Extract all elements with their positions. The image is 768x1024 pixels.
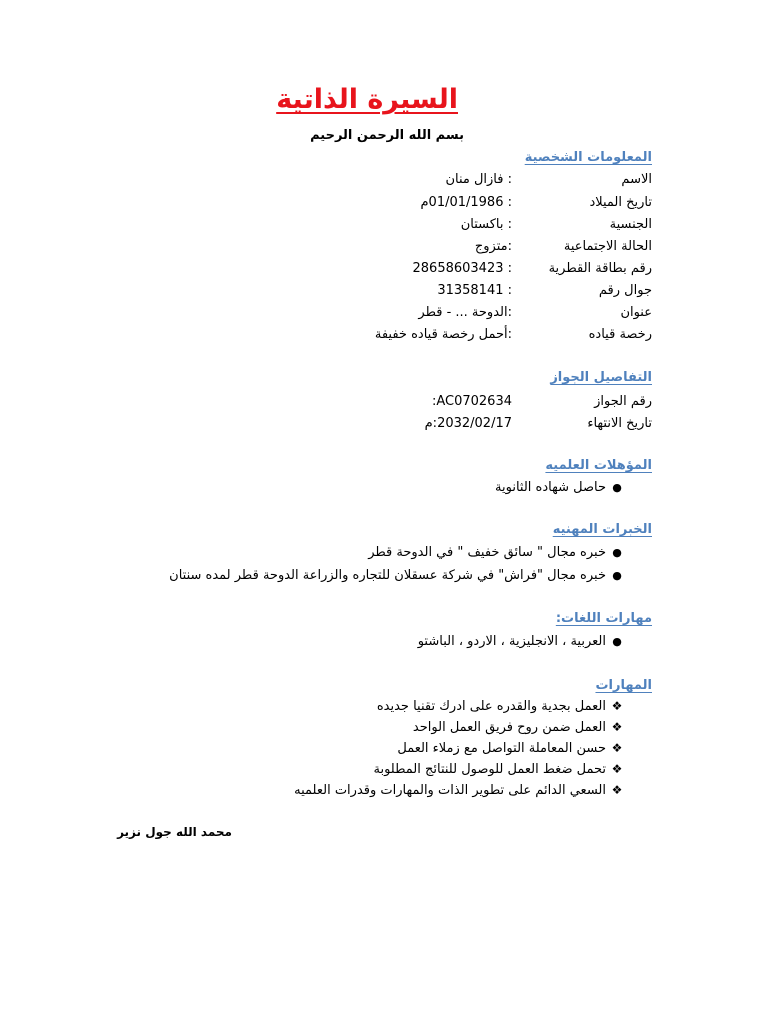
personal-label: تاريخ الميلاد: [589, 195, 652, 210]
bullet-icon: ●: [612, 481, 622, 494]
list-item: ●العربية ، الانجليزية ، الاردو ، الباشتو: [418, 634, 628, 649]
bullet-icon: ●: [612, 546, 622, 559]
diamond-bullet-icon: ❖: [611, 720, 623, 734]
passport-label: رقم الجواز: [594, 394, 652, 409]
page-title: السيرة الذاتية: [276, 84, 458, 115]
basmala: بسم الله الرحمن الرحيم: [310, 128, 464, 143]
personal-value: :متزوج: [474, 239, 512, 254]
diamond-bullet-icon: ❖: [611, 783, 623, 797]
personal-value: :أحمل رخصة قياده خفيفة: [374, 327, 512, 342]
bullet-icon: ●: [612, 569, 622, 582]
personal-value: : 01/01/1986م: [420, 195, 512, 210]
diamond-bullet-icon: ❖: [611, 762, 623, 776]
signature-name: محمد الله جول نزير: [117, 825, 232, 839]
list-item: ●خبره مجال " سائق خفيف " في الدوحة قطر: [368, 545, 628, 560]
section-heading-personal: المعلومات الشخصية: [524, 150, 652, 165]
personal-label: الحالة الاجتماعية: [563, 239, 652, 254]
personal-label: الاسم: [621, 172, 652, 187]
personal-label: عنوان: [620, 305, 652, 320]
list-item: ❖تحمل ضغط العمل للوصول للنتائج المطلوبة: [373, 762, 628, 777]
diamond-bullet-icon: ❖: [611, 741, 623, 755]
section-heading-qualifications: المؤهلات العلميه: [545, 458, 652, 473]
passport-value: AC0702634:: [431, 394, 512, 409]
diamond-bullet-icon: ❖: [611, 699, 623, 713]
section-heading-experience: الخبرات المهنيه: [552, 522, 652, 537]
list-item: ❖العمل بجدية والقدره على ادرك تقنيا جديده: [377, 699, 628, 714]
list-item: ●خبره مجال "فراش" في شركة عسقلان للتجاره والزراعة الدوحة قطر لمده سنتان: [169, 568, 628, 583]
passport-label: تاريخ الانتهاء: [587, 416, 652, 431]
personal-label: جوال رقم: [598, 283, 652, 298]
section-heading-languages: مهارات اللغات:: [555, 611, 652, 626]
bullet-icon: ●: [612, 635, 622, 648]
list-item: ❖حسن المعاملة التواصل مع زملاء العمل: [397, 741, 628, 756]
personal-value: : باكستان: [460, 217, 512, 232]
personal-value: : فازال منان: [445, 172, 512, 187]
section-heading-skills: المهارات: [595, 678, 652, 693]
passport-value: 2032/02/17:م: [424, 416, 512, 431]
list-item: ●حاصل شهاده الثانوية: [495, 480, 628, 495]
personal-value: : 31358141: [437, 283, 512, 298]
personal-label: الجنسية: [609, 217, 652, 232]
list-item: ❖السعي الدائم على تطوير الذات والمهارات وقدرات العلميه: [294, 783, 628, 798]
personal-value: : 28658603423: [412, 261, 512, 276]
section-heading-passport: التفاصيل الجواز: [550, 370, 652, 385]
personal-label: رخصة قياده: [588, 327, 652, 342]
personal-value: :الدوحة ... - قطر: [418, 305, 512, 320]
personal-label: رقم بطاقة القطرية: [548, 261, 652, 276]
list-item: ❖العمل ضمن روح فريق العمل الواحد: [413, 720, 628, 735]
